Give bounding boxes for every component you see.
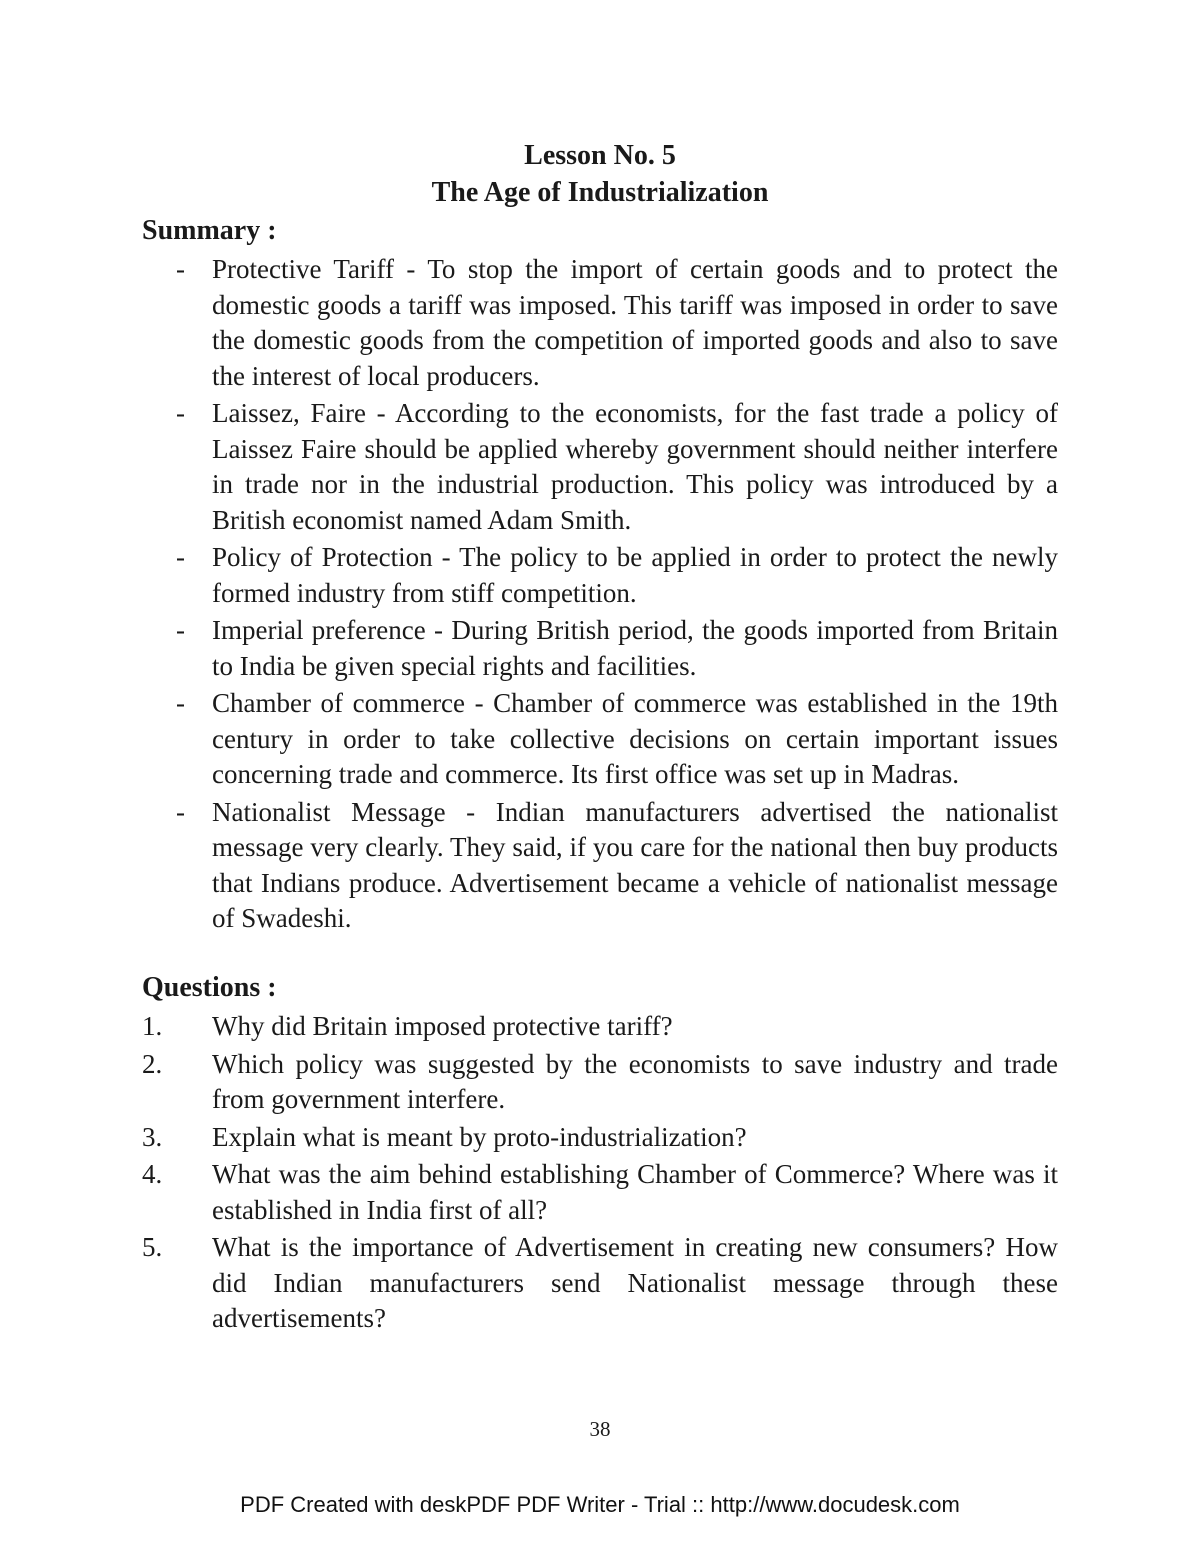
question-text: Explain what is meant by proto-industrialization? <box>212 1121 747 1152</box>
question-text: Why did Britain imposed protective tariff? <box>212 1011 673 1041</box>
list-bullet: - <box>176 615 185 645</box>
question-item <box>142 1230 1058 1337</box>
summary-list <box>142 252 1058 939</box>
page-number: 38 <box>589 1417 611 1441</box>
summary-heading: Summary : <box>142 215 277 246</box>
question-number: 5. <box>142 1232 163 1262</box>
summary-item <box>142 252 1058 394</box>
questions-heading: Questions : <box>142 972 277 1003</box>
question-number: 4. <box>142 1159 163 1189</box>
lesson-number-heading: Lesson No. 5 <box>524 140 676 171</box>
question-item <box>142 1047 1058 1118</box>
summary-item-text: Chamber of commerce - Chamber of commerce was established in the 19th century in order to take collective decisions on certain important issues concerning trade and commerce. Its first office was set up in Madras. <box>212 688 1058 789</box>
question-number: 3. <box>142 1121 163 1152</box>
question-item <box>142 1009 1058 1045</box>
list-bullet: - <box>176 542 185 572</box>
question-number: 2. <box>142 1048 163 1079</box>
summary-item-text: Nationalist Message - Indian manufacturers advertised the nationalist message very clearly. They said, if you care for the national then buy products that Indians produce. Advertisement became a vehicle of nationalist message of Swadeshi. <box>212 796 1058 933</box>
question-item <box>142 1157 1058 1228</box>
summary-item-text: Policy of Protection - The policy to be applied in order to protect the newly formed industry from stiff competition. <box>212 542 1058 608</box>
question-text: Which policy was suggested by the economists to save industry and trade from government interfere. <box>212 1048 1058 1114</box>
questions-list <box>142 1009 1058 1339</box>
question-item <box>142 1120 1058 1156</box>
question-text: What is the importance of Advertisement in creating new consumers? How did Indian manufacturers send Nationalist message through these advertisements? <box>212 1232 1058 1333</box>
summary-item <box>142 396 1058 538</box>
summary-item <box>142 613 1058 684</box>
summary-item <box>142 795 1058 937</box>
pdf-watermark-footer: PDF Created with deskPDF PDF Writer - Trial :: http://www.docudesk.com <box>240 1492 960 1517</box>
summary-item-text: Imperial preference - During British period, the goods imported from Britain to India be given special rights and facilities. <box>212 615 1058 681</box>
lesson-title: The Age of Industrialization <box>431 177 769 208</box>
list-bullet: - <box>176 254 185 284</box>
summary-item <box>142 540 1058 611</box>
summary-item <box>142 686 1058 793</box>
question-text: What was the aim behind establishing Chamber of Commerce? Where was it established in India first of all? <box>212 1159 1058 1225</box>
summary-item-text: Laissez, Faire - According to the economists, for the fast trade a policy of Laissez Faire should be applied whereby government should neither interfere in trade nor in the industrial production. This policy was introduced by a British economist named Adam Smith. <box>212 398 1058 535</box>
list-bullet: - <box>176 398 185 428</box>
list-bullet: - <box>176 796 185 827</box>
summary-item-text: Protective Tariff - To stop the import of certain goods and to protect the domestic goods a tariff was imposed. This tariff was imposed in order to save the domestic goods from the competition of imported goods and also to save the interest of local producers. <box>212 254 1058 391</box>
list-bullet: - <box>176 688 185 718</box>
question-number: 1. <box>142 1011 163 1041</box>
